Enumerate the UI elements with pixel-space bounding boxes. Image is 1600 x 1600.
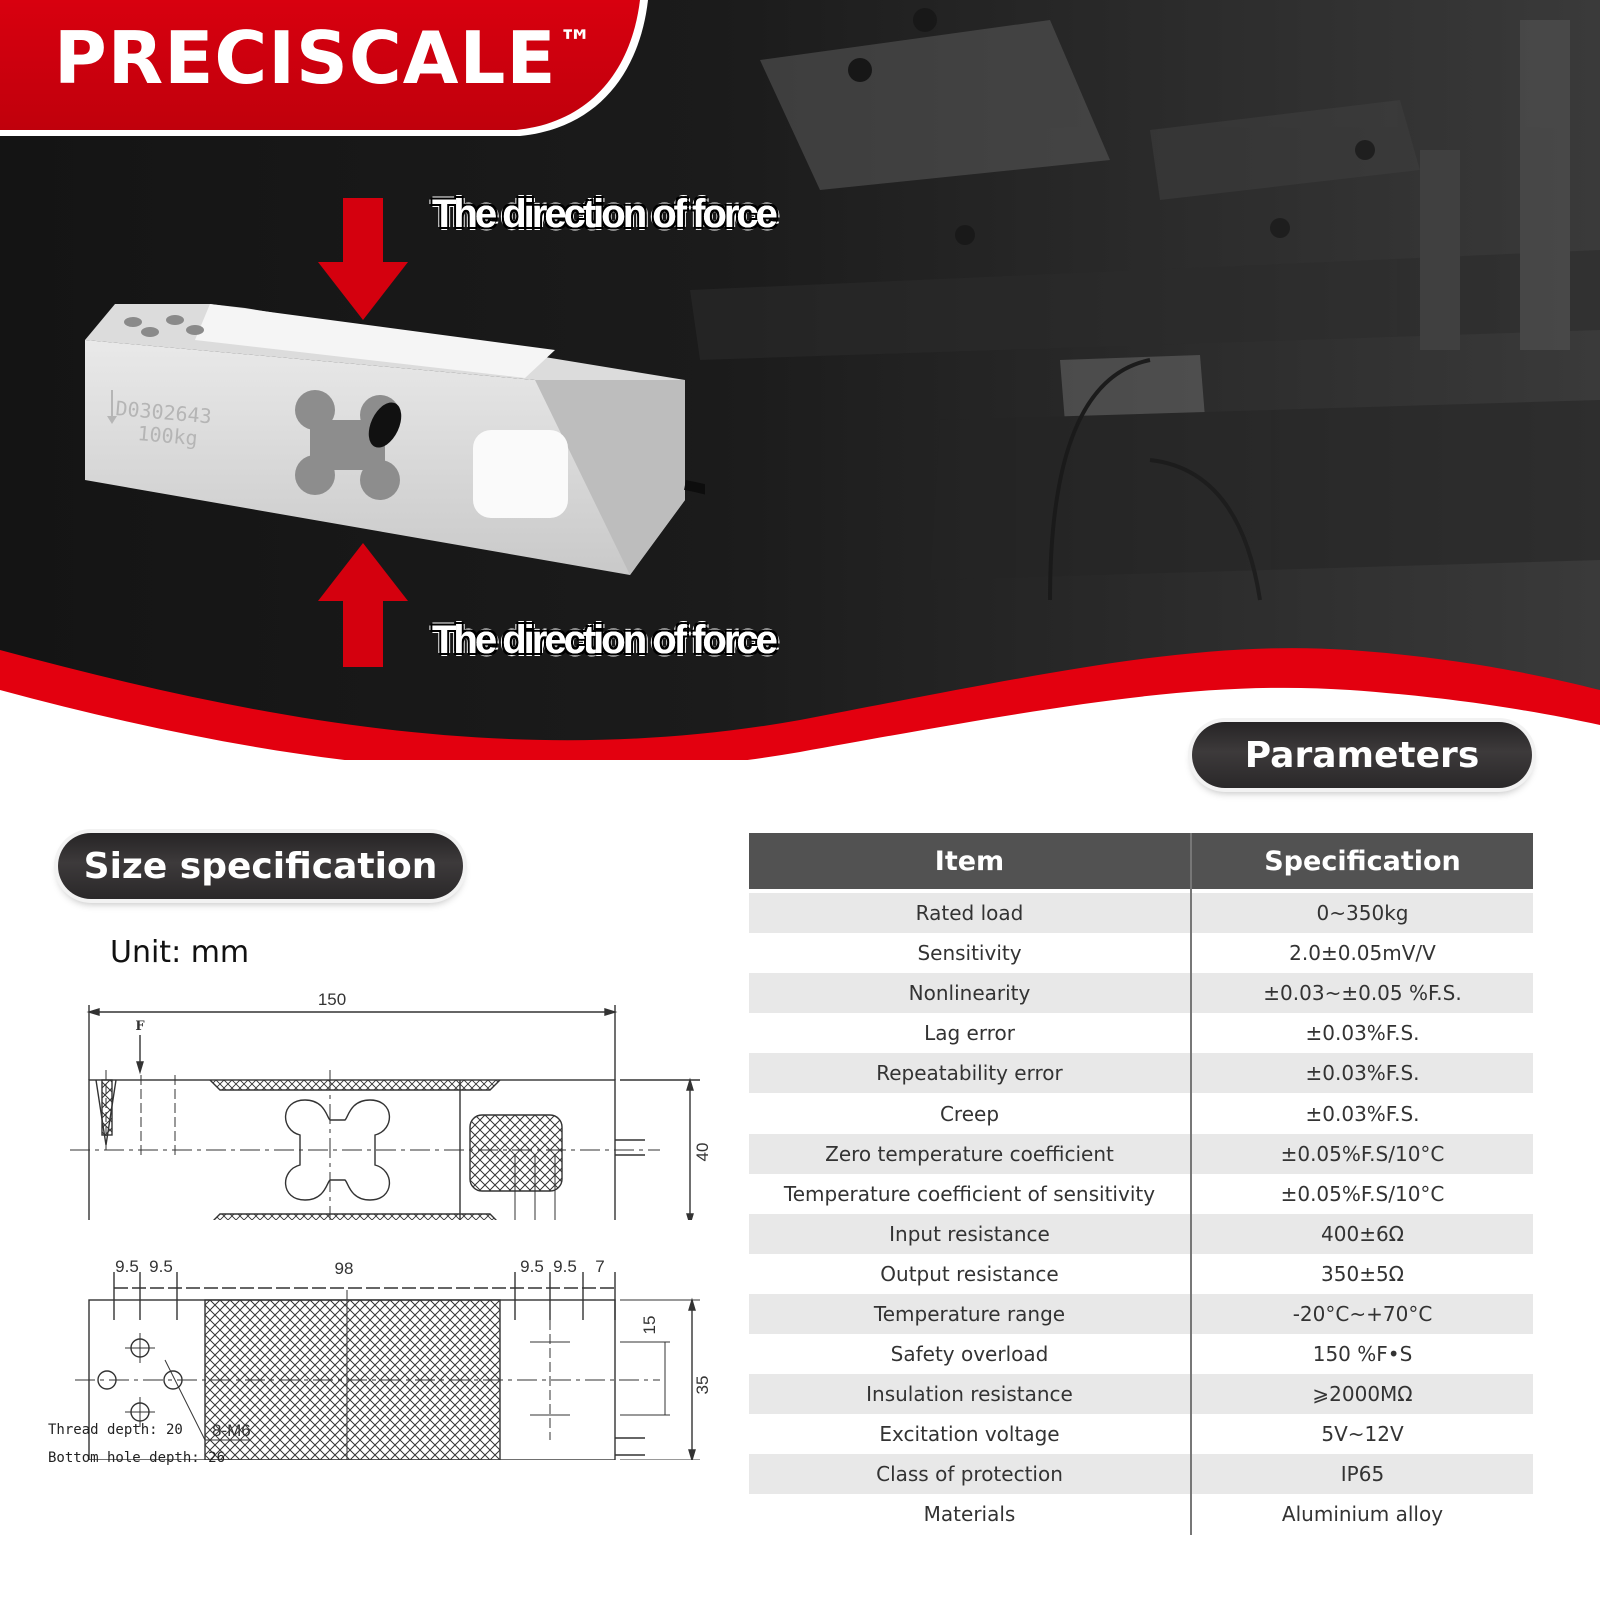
size-specification-heading: Size specification xyxy=(58,833,463,899)
spec-cell: 5V~12V xyxy=(1191,1414,1533,1454)
table-row xyxy=(749,1294,1533,1334)
table-row xyxy=(749,1454,1533,1494)
table-row xyxy=(749,1414,1533,1454)
item-cell: Zero temperature coefficient xyxy=(749,1134,1191,1174)
dim-left-1: 9.5 xyxy=(115,1260,139,1276)
dim-center: 98 xyxy=(334,1260,354,1278)
trademark-mark: ™ xyxy=(558,23,594,63)
table-row xyxy=(749,933,1533,973)
table-row xyxy=(749,893,1533,933)
dim-left-2: 9.5 xyxy=(149,1260,173,1276)
spec-cell: 350±5Ω xyxy=(1191,1254,1533,1294)
spec-cell: 2.0±0.05mV/V xyxy=(1191,933,1533,973)
spec-cell: ±0.03%F.S. xyxy=(1191,1093,1533,1133)
unit-label: Unit: mm xyxy=(110,935,250,970)
item-cell: Materials xyxy=(749,1494,1191,1534)
table-row xyxy=(749,1134,1533,1174)
load-cell-product-image xyxy=(85,300,705,590)
item-cell: Insulation resistance xyxy=(749,1374,1191,1414)
spec-cell: Aluminium alloy xyxy=(1191,1494,1533,1534)
dim-right-2: 9.5 xyxy=(553,1260,577,1276)
item-cell: Input resistance xyxy=(749,1214,1191,1254)
spec-cell: ±0.03%F.S. xyxy=(1191,1053,1533,1093)
item-cell: Repeatability error xyxy=(749,1053,1191,1093)
brand-logo xyxy=(54,16,594,100)
table-row xyxy=(749,1494,1533,1534)
spec-cell: ±0.05%F.S/10°C xyxy=(1191,1134,1533,1174)
parameters-heading: Parameters xyxy=(1192,722,1532,788)
parameters-table xyxy=(749,833,1533,1535)
brand-name: PRECISCALE xyxy=(54,16,557,100)
table-row xyxy=(749,1374,1533,1414)
spec-cell: 150 %F•S xyxy=(1191,1334,1533,1374)
hero-banner xyxy=(0,0,1600,760)
item-cell: Output resistance xyxy=(749,1254,1191,1294)
table-row xyxy=(749,1053,1533,1093)
thread-depth-note: Thread depth: 20 xyxy=(48,1422,183,1438)
dim-length: 150 xyxy=(317,990,347,1009)
spec-cell: ±0.03%F.S. xyxy=(1191,1013,1533,1053)
dim-right-1: 9.5 xyxy=(520,1260,544,1276)
item-cell: Creep xyxy=(749,1093,1191,1133)
spec-cell: IP65 xyxy=(1191,1454,1533,1494)
force-direction-label-bottom: The direction of force xyxy=(432,618,775,662)
engraving-serial: D0302643 xyxy=(114,396,213,429)
item-cell: Nonlinearity xyxy=(749,973,1191,1013)
thread-callout: 8-M6 xyxy=(212,1421,251,1440)
item-cell: Sensitivity xyxy=(749,933,1191,973)
dim-width: 35 xyxy=(693,1375,712,1395)
table-row xyxy=(749,973,1533,1013)
item-cell: Temperature range xyxy=(749,1294,1191,1334)
column-header-specification: Specification xyxy=(1191,833,1533,889)
side-view-drawing xyxy=(60,980,720,1220)
table-row xyxy=(749,1013,1533,1053)
spec-cell: -20°C~+70°C xyxy=(1191,1294,1533,1334)
item-cell: Temperature coefficient of sensitivity xyxy=(749,1174,1191,1214)
table-row xyxy=(749,1214,1533,1254)
spec-cell: 400±6Ω xyxy=(1191,1214,1533,1254)
spec-cell: ±0.03~±0.05 %F.S. xyxy=(1191,973,1533,1013)
table-header-row xyxy=(749,833,1533,889)
spec-cell: 0~350kg xyxy=(1191,893,1533,933)
table-row xyxy=(749,1174,1533,1214)
dim-height: 40 xyxy=(693,1142,712,1162)
item-cell: Lag error xyxy=(749,1013,1191,1053)
item-cell: Class of protection xyxy=(749,1454,1191,1494)
engraving-capacity: 100kg xyxy=(136,421,199,451)
item-cell: Safety overload xyxy=(749,1334,1191,1374)
dim-hole-spacing: 15 xyxy=(640,1315,659,1335)
table-row xyxy=(749,1334,1533,1374)
table-row xyxy=(749,1254,1533,1294)
force-marker: F xyxy=(135,1019,145,1034)
bottom-hole-depth-note: Bottom hole depth: 26 xyxy=(48,1450,226,1466)
spec-cell: ±0.05%F.S/10°C xyxy=(1191,1174,1533,1214)
spec-cell: ⩾2000MΩ xyxy=(1191,1374,1533,1414)
table-row xyxy=(749,1093,1533,1133)
item-cell: Excitation voltage xyxy=(749,1414,1191,1454)
item-cell: Rated load xyxy=(749,893,1191,933)
force-direction-label-top: The direction of force xyxy=(432,192,775,236)
dim-right-3: 7 xyxy=(595,1260,605,1276)
column-header-item: Item xyxy=(749,833,1191,889)
